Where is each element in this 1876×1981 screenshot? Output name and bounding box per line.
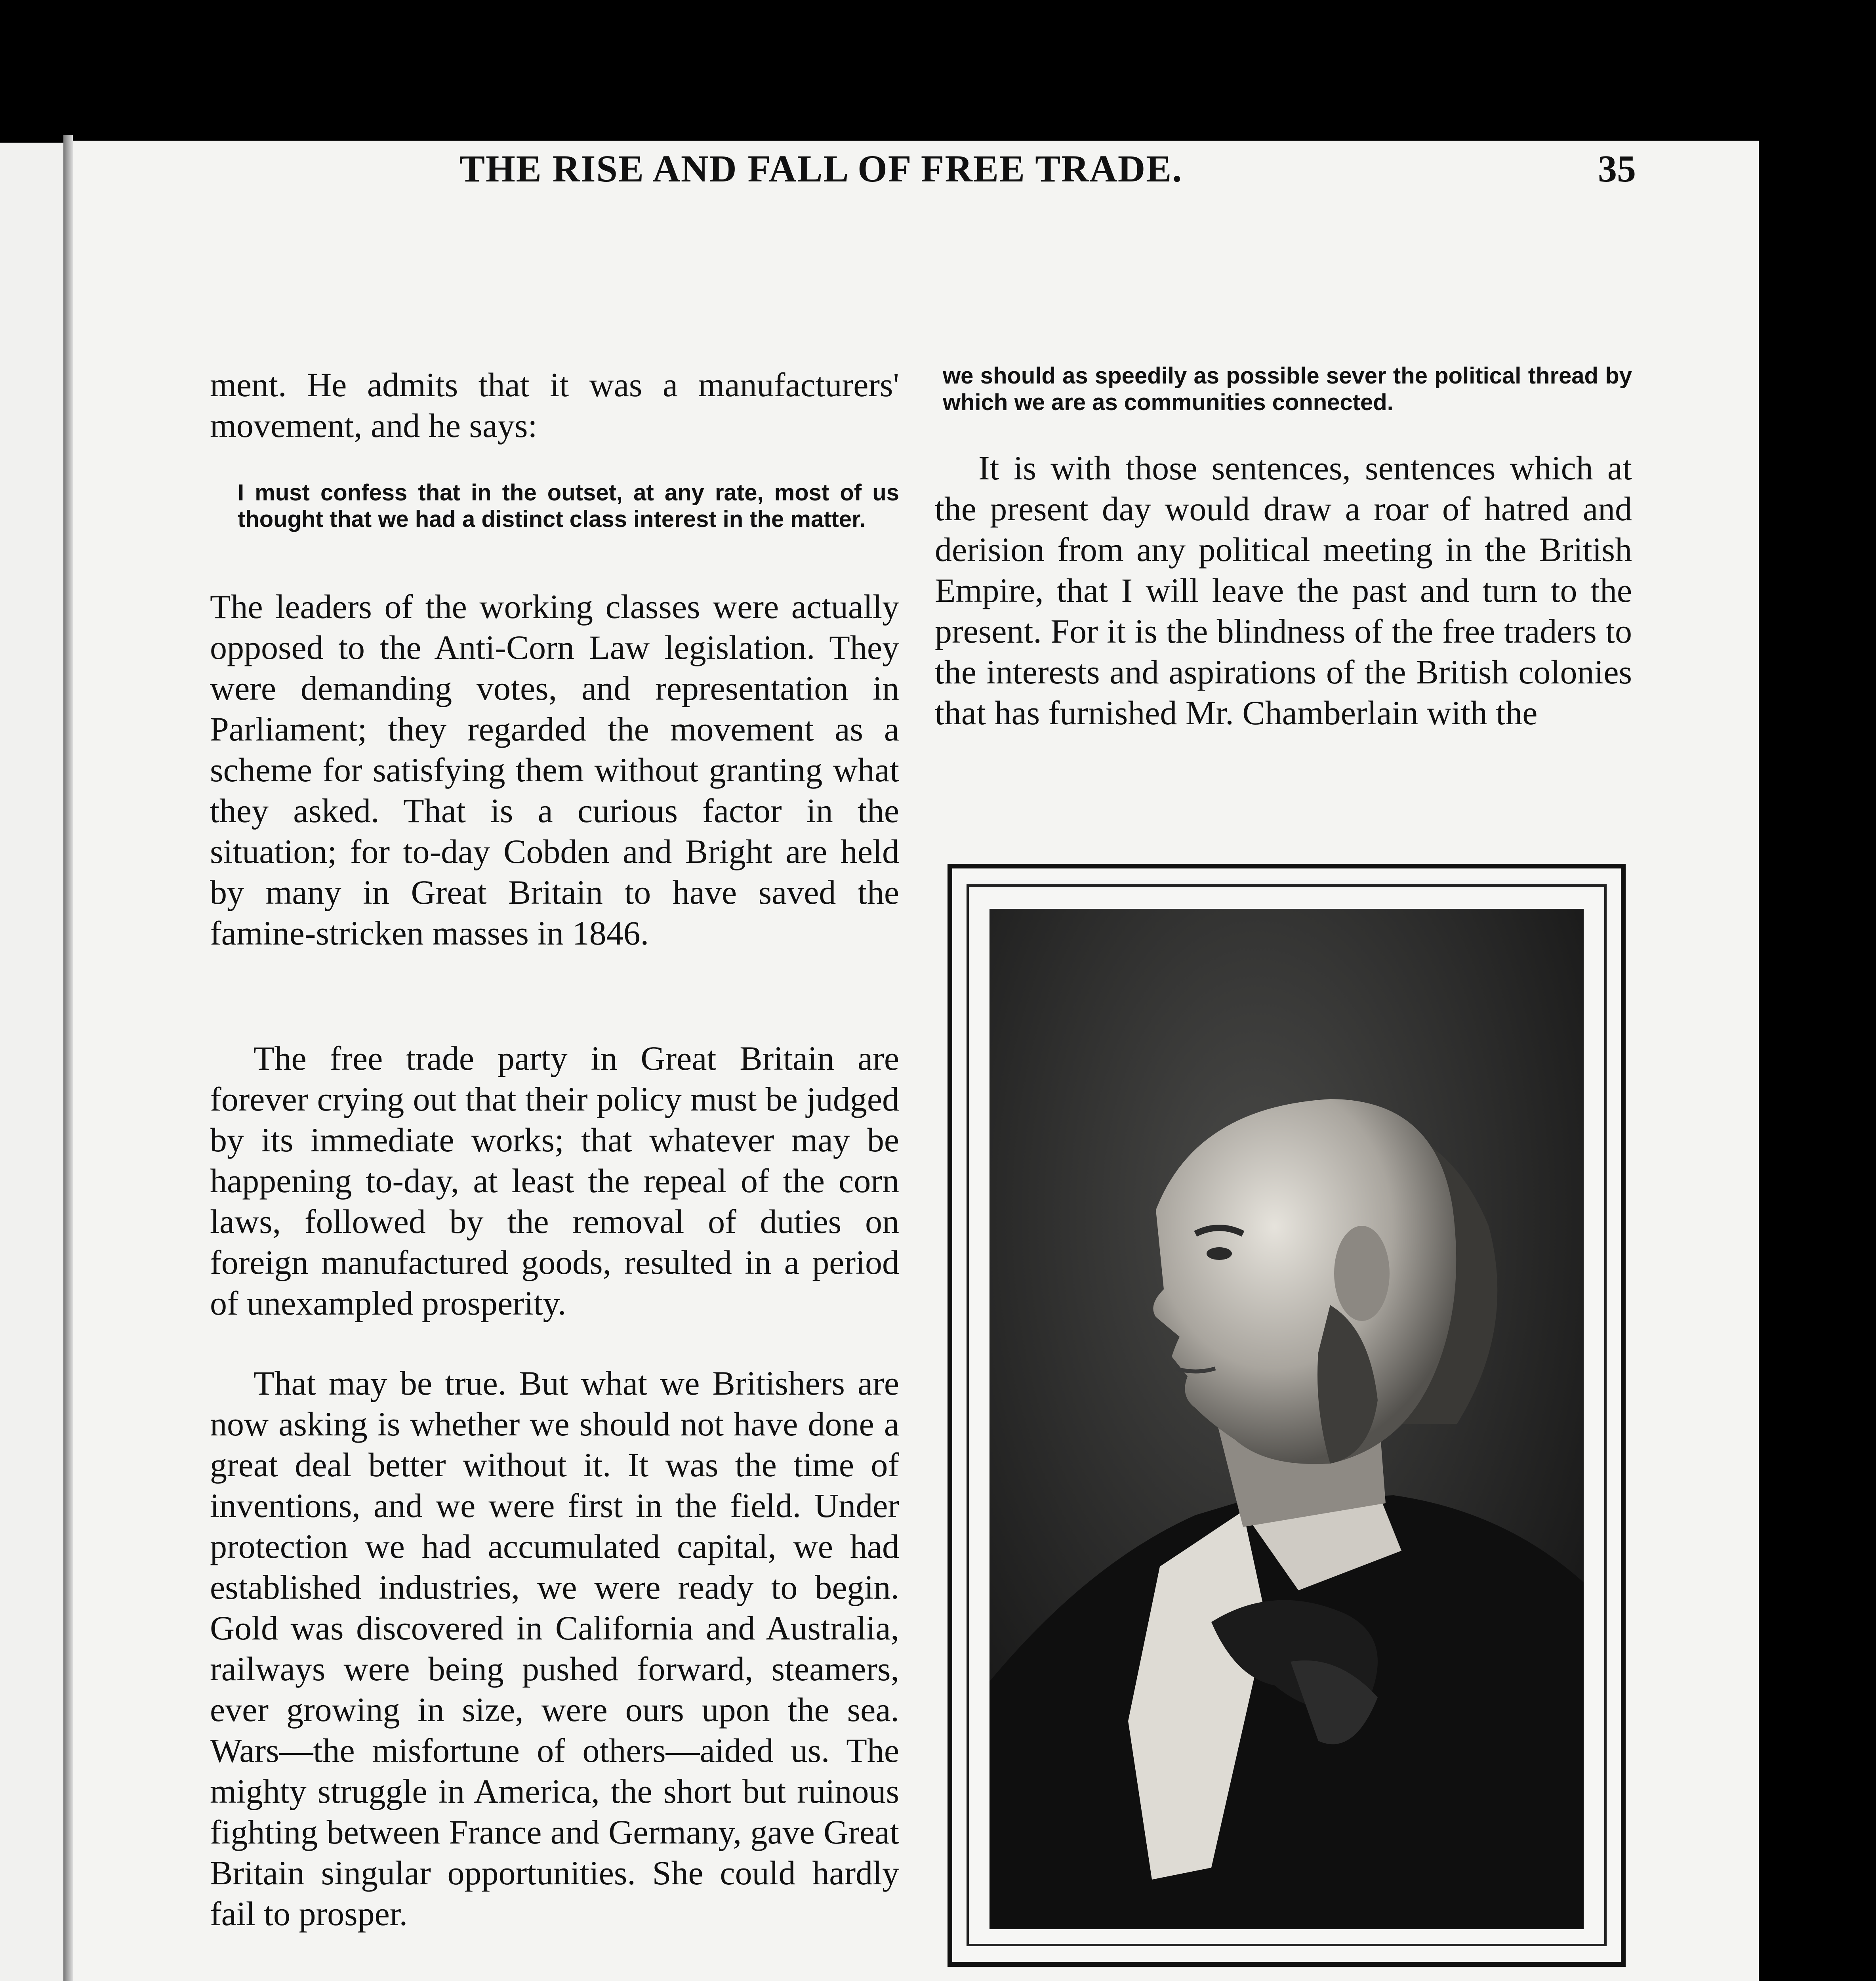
left-paragraph-4: That may be true. But what we Britishers are now asking is whether we should not have done a great deal better without it. It was the time of inventions, and we were first in the field. Under protection we had accumulated capital, we had established industries, we were ready to begin. Gold was discovered in California and Australia, railways were being pushed forward, steamers, ever growing in size, were ours upon the sea. Wars—the misfortune of others—aided us. The mighty struggle in America, the short but ruinous fighting between France and Germany, gave Great Britain singular opportunities. She could hardly fail to prosper. [210,1364,899,1933]
facing-page-edge [0,143,63,1981]
left-quote-1: I must confess that in the outset, at any rate, most of us thought that we had a distinct class interest in the matter. [238,480,899,532]
left-paragraph-1: ment. He admits that it was a manufacturers' movement, and he says: [210,366,899,445]
right-paragraph-1: It is with those sentences, sentences which at the present day would draw a roar of hatred and derision from any political meeting in the British Empire, that I will leave the past and turn to the present. For it is the blindness of the free traders to the interests and aspirations of the British colonies that has furnished Mr. Chamberlain with the [935,449,1632,732]
running-title: THE RISE AND FALL OF FREE TRADE. [459,147,1183,190]
portrait-illustration [989,909,1584,1929]
right-quote-continued: we should as speedily as possible sever the political thread by which we are as communities connected. [943,363,1632,415]
left-paragraph-3: The free trade party in Great Britain are forever crying out that their policy must be judged by its immediate works; that whatever may be happening to-day, at least the repeal of the corn laws, followed by the removal of duties on foreign manufactured goods, resulted in a period of unexampled prosperity. [210,1039,899,1322]
book-gutter [63,135,73,1981]
page-number: 35 [1598,147,1636,190]
left-paragraph-2: The leaders of the working classes were actually opposed to the Anti-Corn Law legislation. They were demanding votes, and representation in Parliament; they regarded the movement as a scheme for satisfying them without granting what they asked. That is a curious factor in the situation; for to-day Cobden and Bright are held by many in Great Britain to have saved the famine-stricken masses in 1846. [210,588,899,952]
john-stuart-mill-portrait [989,909,1584,1929]
